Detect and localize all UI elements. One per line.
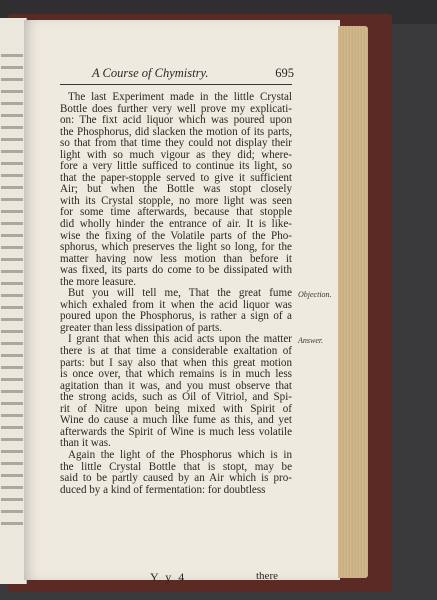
text-line: sphorus, which preserves the light so long, for the [60, 241, 292, 254]
text-line: parts: but I say also that when this great motion [60, 356, 292, 369]
text-line: afterwards the Spirit of Wine is much less volatile [60, 425, 292, 438]
text-line: Wine do cause a much like fume as this, and yet [60, 414, 292, 427]
margin-note-objection: Objection. [298, 290, 332, 299]
running-head: A Course of Chymistry. [92, 66, 209, 80]
text-line: wise the fixing of the Volatile parts of the Pho- [60, 229, 292, 242]
page-number: 695 [275, 66, 294, 80]
text-line: light with so much vigour as they did; where- [60, 148, 292, 161]
facing-page-text-fragment [1, 54, 23, 534]
text-line: that the paper-stopple served to give it sufficient [60, 171, 292, 184]
text-line: than it was. [60, 437, 111, 450]
text-line: for some time afterwards, because that stopple [60, 206, 292, 219]
text-line: matter having now less motion than before it [60, 252, 292, 265]
text-line: which exhaled from it when the acid liquor was [60, 298, 292, 311]
text-line: there is at that time a considerable exaltation of [60, 345, 292, 358]
text-line: The last Experiment made in the little Crystal [68, 91, 292, 103]
body-text [60, 92, 292, 496]
text-line: so that from that time they could not display their [60, 137, 292, 150]
text-line: I grant that when this acid acts upon the matter [68, 333, 292, 346]
text-line: is once over, that which remains is in much less [60, 368, 292, 381]
header-rule [60, 84, 292, 85]
text-line: Bottle does further very well prove my explicati- [60, 102, 292, 115]
text-line: poured upon the Phosphorus, is rather a sign of a [60, 310, 292, 323]
text-line: rit of Nitre upon being mixed with Spirit of [60, 402, 292, 415]
margin-note-answer: Answer. [298, 336, 324, 345]
text-line: But you will tell me, That the great fume [68, 287, 292, 300]
signature-mark: Y y 4 [150, 570, 187, 584]
text-line: the little Crystal Bottle that is stopt, may be [60, 460, 292, 473]
text-line: did wholly hinder the entrance of air. It is like- [60, 218, 292, 231]
text-line: with its Crystal stopple, no more light was seen [60, 194, 292, 207]
text-line: agitation than it was, and you must observe that [60, 379, 292, 392]
text-line: Again the light of the Phosphorus which is in [68, 448, 292, 461]
catchword: there [256, 570, 278, 582]
text-line: was fixed, its parts do come to be dissipated with [60, 264, 292, 277]
text-line: fore a very little sufficed to continue its light, so [60, 160, 292, 173]
text-line: greater than less dissipation of parts. [60, 321, 223, 334]
page-header [88, 66, 294, 82]
facing-page-left [0, 18, 27, 584]
text-line: said to be partly caused by an Air which is pro- [60, 472, 292, 485]
text-line: the Phosphorus, did slacken the motion of its parts, [60, 125, 292, 138]
text-line: the strong acids, such as Oil of Vitriol, and Spi- [60, 391, 292, 404]
text-line: Air; but when the Bottle was stopt closely [60, 183, 292, 196]
text-line: duced by a kind of fermentation: for doubtless [60, 483, 266, 496]
page-edges [338, 26, 368, 578]
text-line: the more leasure. [60, 275, 137, 288]
text-line: on: The fixt acid liquor which was poured upon [60, 114, 292, 127]
